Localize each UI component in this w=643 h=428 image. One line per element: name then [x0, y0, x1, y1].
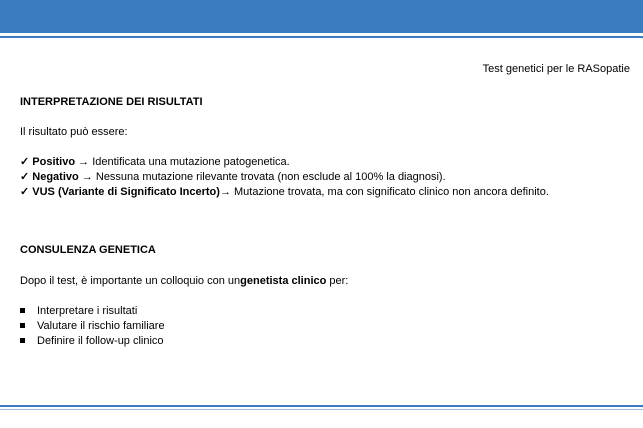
result-description: Identificata una mutazione patogenetica.	[92, 156, 290, 168]
result-term: VUS (Variante di Significato Incerto)	[32, 186, 220, 198]
section-heading-interpretation: INTERPRETAZIONE DEI RISULTATI	[20, 96, 203, 108]
list-item-label: Valutare il rischio familiare	[37, 320, 165, 332]
arrow-icon: →	[78, 156, 90, 168]
square-bullet-icon	[20, 338, 25, 343]
list-item-label: Definire il follow-up clinico	[37, 335, 164, 347]
list-item-label: Interpretare i risultati	[37, 305, 138, 317]
result-item-vus	[20, 185, 549, 198]
section-heading-counseling: CONSULENZA GENETICA	[20, 244, 156, 256]
list-item	[20, 305, 137, 317]
slide-header-title: Test genetici per le RASopatie	[482, 63, 630, 75]
result-term: Positivo	[32, 156, 76, 168]
result-item-positive	[20, 155, 290, 168]
header-divider	[0, 36, 643, 38]
check-icon: ✓	[20, 186, 30, 198]
section-intro-counseling	[20, 275, 348, 287]
arrow-icon: →	[81, 171, 93, 183]
result-item-negative	[20, 170, 446, 183]
result-description: Nessuna mutazione rilevante trovata (non esclude al 100% la diagnosi).	[95, 171, 446, 183]
square-bullet-icon	[20, 323, 25, 328]
header-bar	[0, 0, 643, 33]
footer-divider-light	[0, 409, 643, 410]
list-item	[20, 320, 165, 332]
intro-text: Dopo il test, è importante un colloquio con un	[20, 275, 241, 287]
result-description: Mutazione trovata, ma con significato clinico non ancora definito.	[234, 186, 549, 198]
list-item	[20, 335, 164, 347]
intro-bold-text: genetista clinico	[240, 275, 327, 287]
arrow-icon: →	[219, 186, 231, 198]
check-icon: ✓	[20, 171, 30, 183]
intro-text-end: per:	[329, 275, 349, 287]
result-term: Negativo	[32, 171, 79, 183]
footer-divider	[0, 405, 643, 407]
section-intro-results: Il risultato può essere:	[20, 126, 128, 138]
square-bullet-icon	[20, 308, 25, 313]
check-icon: ✓	[20, 156, 30, 168]
